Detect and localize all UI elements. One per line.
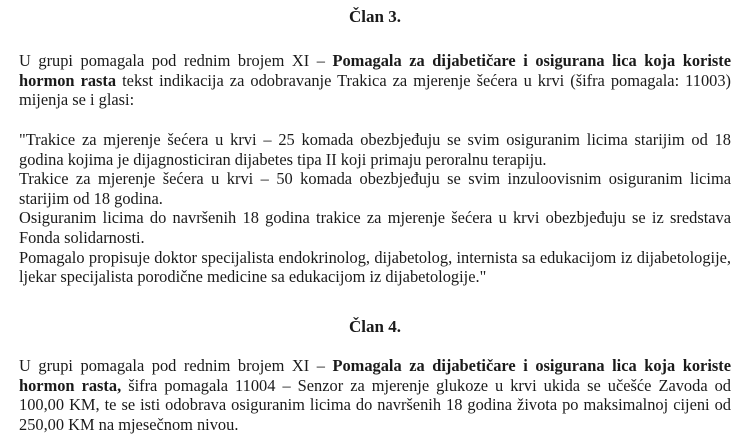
article-3-intro-bold: Pomagala za dijabetičare i osigurana lica koja koriste hormon rasta: [19, 51, 731, 90]
quote-line-1: "Trakice za mjerenje šećera u krvi – 25 komada obezbjeđuju se svim osiguranim licima starijim od 18 godina kojima je dijagnosticiran dijabetes tipa II koji primaju peroralnu terapiju.: [19, 130, 731, 169]
quote-line-2: Trakice za mjerenje šećera u krvi – 50 komada obezbjeđuju se svim inzuloovisnim osiguranim licima starijim od 18 godina.: [19, 169, 731, 208]
article-3-heading: Član 3.: [349, 7, 401, 26]
article-4-intro-bold: Pomagala za dijabetičare i osigurana lica koja koriste hormon rasta,: [19, 356, 731, 395]
article-3-quote: [19, 130, 731, 287]
article-4-intro-text-2: šifra pomagala 11004 – Senzor za mjerenje glukoze u krvi ukida se učešće Zavoda od 100,00 KM, te se isti odobrava osiguranim licima do navršenih 18 godina života po maksimalnoj cijeni od 250,00 KM na mjesečnom nivou.: [19, 375, 731, 434]
article-4-intro: [19, 356, 731, 434]
article-4-intro-text-1: U grupi pomagala pod rednim brojem XI –: [19, 356, 333, 375]
article-3-intro: [19, 51, 731, 110]
article-3-intro-text-1: U grupi pomagala pod rednim brojem XI –: [19, 51, 333, 70]
quote-line-3: Osiguranim licima do navršenih 18 godina trakice za mjerenje šećera u krvi obezbjeđuju se iz sredstava Fonda solidarnosti.: [19, 208, 731, 247]
article-3-intro-text-2: tekst indikacija za odobravanje Trakica za mjerenje šećera u krvi (šifra pomagala: 11003) mijenja se i glasi:: [19, 70, 731, 110]
quote-line-4: Pomagalo propisuje doktor specijalista endokrinolog, dijabetolog, internista sa edukacijom iz dijabetologije, ljekar specijalista porodične medicine sa edukacijom iz dijabetologije.": [19, 247, 731, 287]
article-4-heading: Član 4.: [349, 317, 401, 336]
